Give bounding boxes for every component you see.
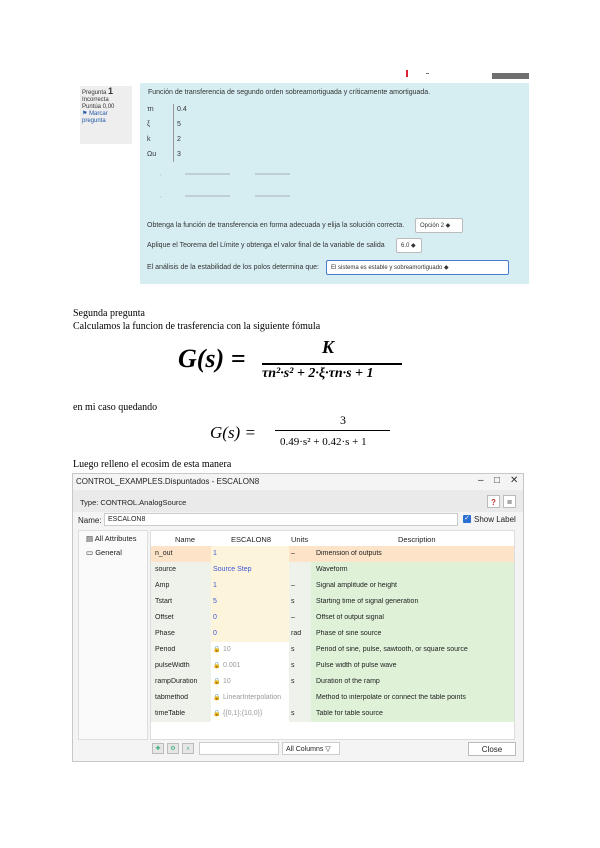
cell-description: Duration of the ramp [316, 678, 380, 685]
cell-units: s [291, 710, 295, 717]
tree-item-general[interactable]: ▭ General [86, 548, 122, 557]
formula-2-numerator: 3 [340, 413, 346, 427]
cell-description: Phase of sine source [316, 630, 382, 637]
table-row[interactable] [151, 674, 514, 690]
question-1-text: Obtenga la función de transferencia en forma adecuada y elija la solución correcta. [147, 222, 405, 229]
cell-value[interactable] [211, 642, 289, 658]
lock-icon: 🔒 [213, 663, 221, 669]
table-row[interactable] [151, 594, 514, 610]
search-button[interactable] [182, 743, 194, 754]
close-button[interactable]: Close [468, 742, 516, 756]
table-row[interactable] [151, 658, 514, 674]
tool-button[interactable] [167, 743, 179, 754]
column-header-units[interactable]: Units [291, 535, 309, 544]
minimize-button[interactable]: – [478, 475, 484, 486]
cell-value[interactable] [211, 690, 289, 706]
formula-2-denominator: 0.49·s² + 0.42·s + 1 [280, 436, 367, 448]
cell-name: timeTable [155, 710, 185, 717]
outro-paragraph: Luego relleno el ecosim de esta manera [73, 459, 232, 470]
param-label: ξ [147, 121, 151, 128]
cell-description: Pulse width of pulse wave [316, 662, 397, 669]
cell-name: Amp [155, 582, 170, 589]
cell-value[interactable] [211, 658, 289, 674]
cell-description: Dimension of outputs [316, 550, 382, 557]
columns-select[interactable]: All Columns ▽ [282, 742, 340, 755]
flag-icon: ⚑ [82, 111, 88, 117]
question-info-box [80, 86, 132, 144]
formula-1-numerator: K [322, 337, 335, 357]
close-window-button[interactable]: ✕ [510, 475, 519, 486]
cell-description: Period of sine, pulse, sawtooth, or square source [316, 646, 468, 653]
cell-units: s [291, 678, 295, 685]
tree-item-all-attributes[interactable]: ▤ All Attributes [86, 534, 137, 543]
cell-name: pulseWidth [155, 662, 190, 669]
cell-description: Method to interpolate or connect the table points [316, 694, 466, 701]
show-label-checkbox[interactable] [463, 515, 471, 523]
param-value: 2 [177, 136, 181, 143]
middle-paragraph: en mi caso quedando [73, 402, 158, 413]
cell-value-text: LinearInterpolation [223, 694, 281, 701]
cell-value-text: 0 [213, 630, 217, 637]
cell-value[interactable] [211, 626, 289, 642]
cell-value-text: 10 [223, 646, 231, 653]
answer-options-formulas [160, 168, 320, 210]
filter-input[interactable] [199, 742, 279, 755]
add-icon: ✚ [155, 746, 161, 752]
param-label: Ωu [147, 151, 157, 158]
cell-description: Signal amplitude or height [316, 582, 397, 589]
name-label: Name: [78, 516, 102, 525]
name-input[interactable]: ESCALON8 [104, 513, 458, 526]
check-icon: ✓ [464, 515, 470, 522]
cell-description: Offset of output signal [316, 614, 384, 621]
question-points: Puntúa 0,00 [82, 104, 115, 110]
cell-value[interactable] [211, 706, 289, 722]
cell-value-text: 5 [213, 598, 217, 605]
attribute-tree [78, 530, 148, 740]
cell-value-text: 10 [223, 678, 231, 685]
cell-value-text: 0 [213, 614, 217, 621]
cell-name: source [155, 566, 177, 573]
table-row[interactable] [151, 690, 514, 706]
table-row[interactable] [151, 642, 514, 658]
cell-value-text: Source Step [213, 566, 252, 573]
cell-units: – [291, 614, 295, 621]
cell-value-text: 0.001 [223, 662, 241, 669]
column-header-description[interactable]: Description [398, 535, 436, 544]
component-type: Type: CONTROL.AnalogSource [80, 498, 187, 507]
cell-name: rampDuration [155, 678, 198, 685]
cell-name: tabmethod [155, 694, 189, 701]
cell-name: Phase [155, 630, 175, 637]
question-number: 1 [108, 86, 114, 96]
cell-units: s [291, 662, 295, 669]
lock-icon: 🔒 [213, 695, 221, 701]
cell-name: Tstart [155, 598, 173, 605]
intro-paragraph: Calculamos la funcion de trasferencia con la siguiente fómula [73, 321, 321, 332]
window-title: CONTROL_EXAMPLES.Dispuntados - ESCALON8 [76, 477, 260, 486]
red-marker [406, 70, 408, 77]
question-3-text: El análisis de la estabilidad de los polos determina que: [147, 264, 319, 271]
table-row[interactable] [151, 626, 514, 642]
tool-icon: ⚙ [170, 746, 176, 752]
table-row[interactable] [151, 578, 514, 594]
cell-value[interactable] [211, 594, 289, 610]
table-row[interactable] [151, 546, 514, 562]
question-2-text: Aplique el Teorema del Límite y obtenga el valor final de la variable de salida [147, 242, 385, 249]
dash-marker [426, 73, 429, 74]
column-header-value[interactable]: ESCALON8 [231, 535, 272, 544]
flag-question-link[interactable]: ⚑ Marcar pregunta [82, 111, 108, 124]
cell-value-text: 1 [213, 582, 217, 589]
cell-description: Table for table source [316, 710, 383, 717]
param-label: τn [147, 106, 154, 113]
param-value: 3 [177, 151, 181, 158]
table-row[interactable] [151, 610, 514, 626]
table-row[interactable] [151, 706, 514, 722]
cell-value[interactable] [211, 674, 289, 690]
cell-name: Offset [155, 614, 174, 621]
cell-units: rad [291, 630, 302, 637]
folder-icon: ▭ [86, 548, 94, 557]
folder-icon: ▤ [86, 534, 94, 543]
cell-value[interactable] [211, 562, 289, 578]
cell-value[interactable] [211, 610, 289, 626]
param-label: k [147, 136, 151, 143]
table-row[interactable] [151, 562, 514, 578]
answer-select-1[interactable]: Opción 2 ◆ [415, 218, 463, 233]
cell-value-text: 1 [213, 550, 217, 557]
formula-1-denominator: τn²·s² + 2·ξ·τn·s + 1 [262, 366, 374, 381]
lock-icon: 🔒 [213, 647, 221, 653]
cell-value[interactable] [211, 546, 289, 562]
cell-description: Waveform [316, 566, 348, 573]
param-divider [173, 104, 174, 162]
cell-description: Starting time of signal generation [316, 598, 419, 605]
cell-name: n_out [155, 550, 173, 557]
cell-units: – [291, 582, 295, 589]
documentation-button[interactable]: ≣ [503, 495, 516, 508]
question-title: Función de transferencia de segundo orden sobreamortiguada y críticamente amortiguada. [148, 89, 431, 96]
cell-name: Period [155, 646, 176, 653]
cell-value-text: {{0,1};{10,0}} [223, 710, 263, 717]
show-label-text: Show Label [474, 515, 516, 524]
cell-units: – [291, 550, 295, 557]
formula-1-lhs: G(s) = [178, 344, 246, 373]
option-bullet: ◦ [160, 172, 162, 177]
answer-select-3[interactable]: El sistema es estable y sobreamortiguado ◆ [326, 260, 509, 275]
answer-select-2[interactable]: 6.0 ◆ [396, 238, 422, 253]
cell-units: s [291, 598, 295, 605]
param-value: 5 [177, 121, 181, 128]
param-value: 0.4 [177, 106, 187, 113]
lock-icon: 🔒 [213, 679, 221, 685]
search-icon: ⌕ [186, 746, 190, 752]
question-label: Pregunta [82, 90, 107, 96]
section-heading: Segunda pregunta [73, 308, 145, 319]
formula-2-lhs: G(s) = [210, 423, 256, 442]
add-button[interactable] [152, 743, 164, 754]
formula-2-fraction-bar [275, 430, 390, 431]
option-bullet: ◦ [160, 194, 162, 199]
question-status: Incorrecta [82, 97, 109, 103]
column-header-name[interactable]: Name [175, 535, 196, 544]
cell-units: s [291, 646, 295, 653]
lock-icon: 🔒 [213, 711, 221, 717]
cell-value[interactable] [211, 578, 289, 594]
formula-1-fraction-bar [262, 363, 402, 365]
toolbar-bar [492, 73, 529, 79]
maximize-button[interactable]: □ [494, 475, 501, 486]
help-button[interactable]: ? [487, 495, 500, 508]
